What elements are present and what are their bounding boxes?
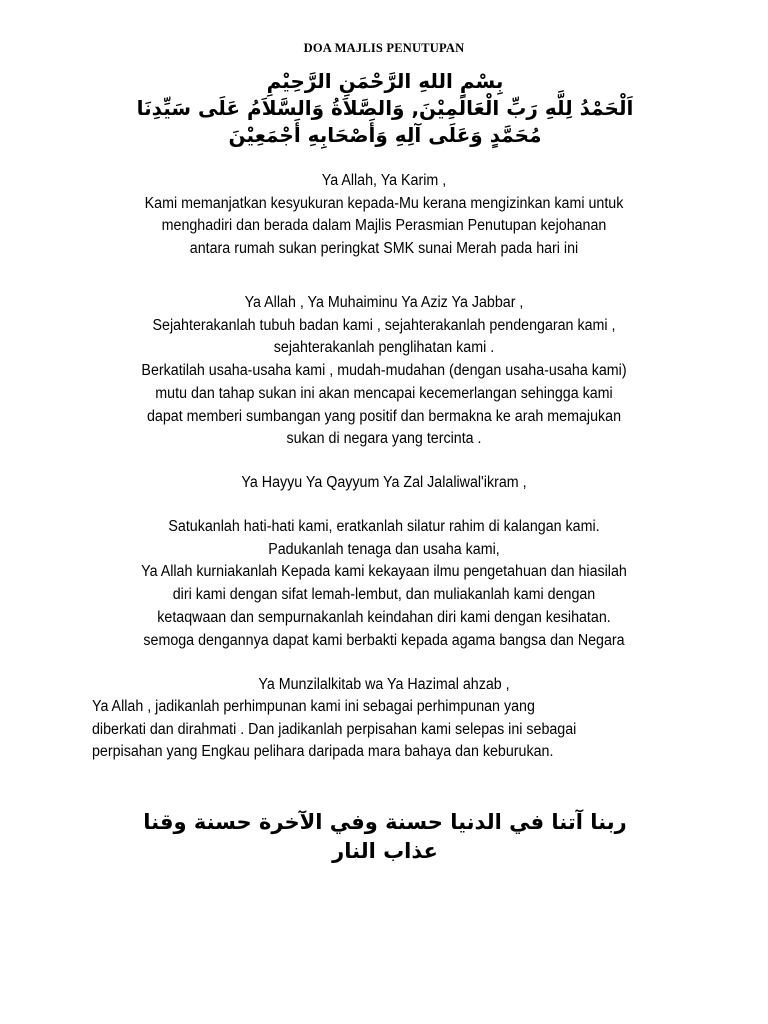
arabic-opening xyxy=(90,68,680,149)
page-title: DOA MAJLIS PENUTUPAN xyxy=(303,41,465,55)
prayer-section-1 xyxy=(104,170,663,261)
paragraph-line: Ya Allah kurniakanlah Kepada kami kekayaan ilmu pengetahuan dan hiasilah xyxy=(141,563,627,581)
paragraph-line: diri kami dengan sifat lemah-lembut, dan muliakanlah kami dengan xyxy=(172,586,596,604)
arabic-opening-line: اَلْحَمْدُ لِلَّهِ رَبِّ الْعَالَمِيْنَ, وَالصَّلاَةُ وَالسَّلاَمُ عَلَى سَيِّدِنَا xyxy=(136,96,634,120)
paragraph-line: Ya Hayyu Ya Qayyum Ya Zal Jalaliwal'ikram , xyxy=(241,474,527,491)
arabic-opening-line: مُحَمَّدٍ وَعَلَى آلِهِ وَأَصْحَابِهِ أَجْمَعِيْنَ xyxy=(228,123,542,147)
paragraph-line: perpisahan yang Engkau pelihara daripada mara bahaya dan keburukan. xyxy=(92,743,554,761)
paragraph-line: menghadiri dan berada dalam Majlis Perasmian Penutupan kejohanan xyxy=(161,217,607,235)
paragraph-line: mutu dan tahap sukan ini akan mencapai kecemerlangan sehingga kami xyxy=(155,384,613,402)
paragraph-line: Ya Munzilalkitab wa Ya Hazimal ahzab , xyxy=(258,676,510,693)
paragraph-line: semoga dengannya dapat kami berbakti kepada agama bangsa dan Negara xyxy=(143,631,625,649)
paragraph-line: Ya Allah , Ya Muhaiminu Ya Aziz Ya Jabbar , xyxy=(244,294,524,311)
paragraph-line: Ya Allah, Ya Karim , xyxy=(321,172,447,189)
prayer-section-3 xyxy=(104,472,663,495)
paragraph-line: sejahterakanlah penglihatan kami . xyxy=(273,339,495,357)
paragraph-line: Ya Allah , jadikanlah perhimpunan kami ini sebagai perhimpunan yang xyxy=(92,698,535,715)
arabic-closing-line: ربنا آتنا في الدنيا حسنة وفي الآخرة حسنة وقنا xyxy=(143,810,627,834)
paragraph-line: ketaqwaan dan sempurnakanlah keindahan diri kami dengan kesihatan. xyxy=(157,608,611,626)
arabic-closing-line: عذاب النار xyxy=(332,839,438,863)
prayer-section-5 xyxy=(92,696,644,764)
paragraph-line: Kami memanjatkan kesyukuran kepada-Mu kerana mengizinkan kami untuk xyxy=(144,194,624,212)
paragraph-line: Satukanlah hati-hati kami, eratkanlah silatur rahim di kalangan kami. xyxy=(168,518,600,535)
paragraph-line: Padukanlah tenaga dan usaha kami, xyxy=(268,540,500,558)
paragraph-line: dapat memberi sumbangan yang positif dan bermakna ke arah memajukan xyxy=(146,407,622,425)
arabic-opening-line: بِسْمِ اللهِ الرَّحْمَنِ الرَّحِيْمِ xyxy=(266,69,504,93)
prayer-section-2 xyxy=(104,292,663,451)
paragraph-line: sukan di negara yang tercinta . xyxy=(286,430,482,448)
paragraph-line: diberkati dan dirahmati . Dan jadikanlah perpisahan kami selepas ini sebagai xyxy=(92,720,577,738)
paragraph-line: antara rumah sukan peringkat SMK sunai Merah pada hari ini xyxy=(189,240,579,258)
prayer-section-4 xyxy=(104,516,663,652)
arabic-closing xyxy=(100,808,670,866)
prayer-section-5-heading xyxy=(104,674,663,697)
paragraph-line: Berkatilah usaha-usaha kami , mudah-mudahan (dengan usaha-usaha kami) xyxy=(141,362,627,380)
paragraph-line: Sejahterakanlah tubuh badan kami , sejahterakanlah pendengaran kami , xyxy=(152,316,616,334)
